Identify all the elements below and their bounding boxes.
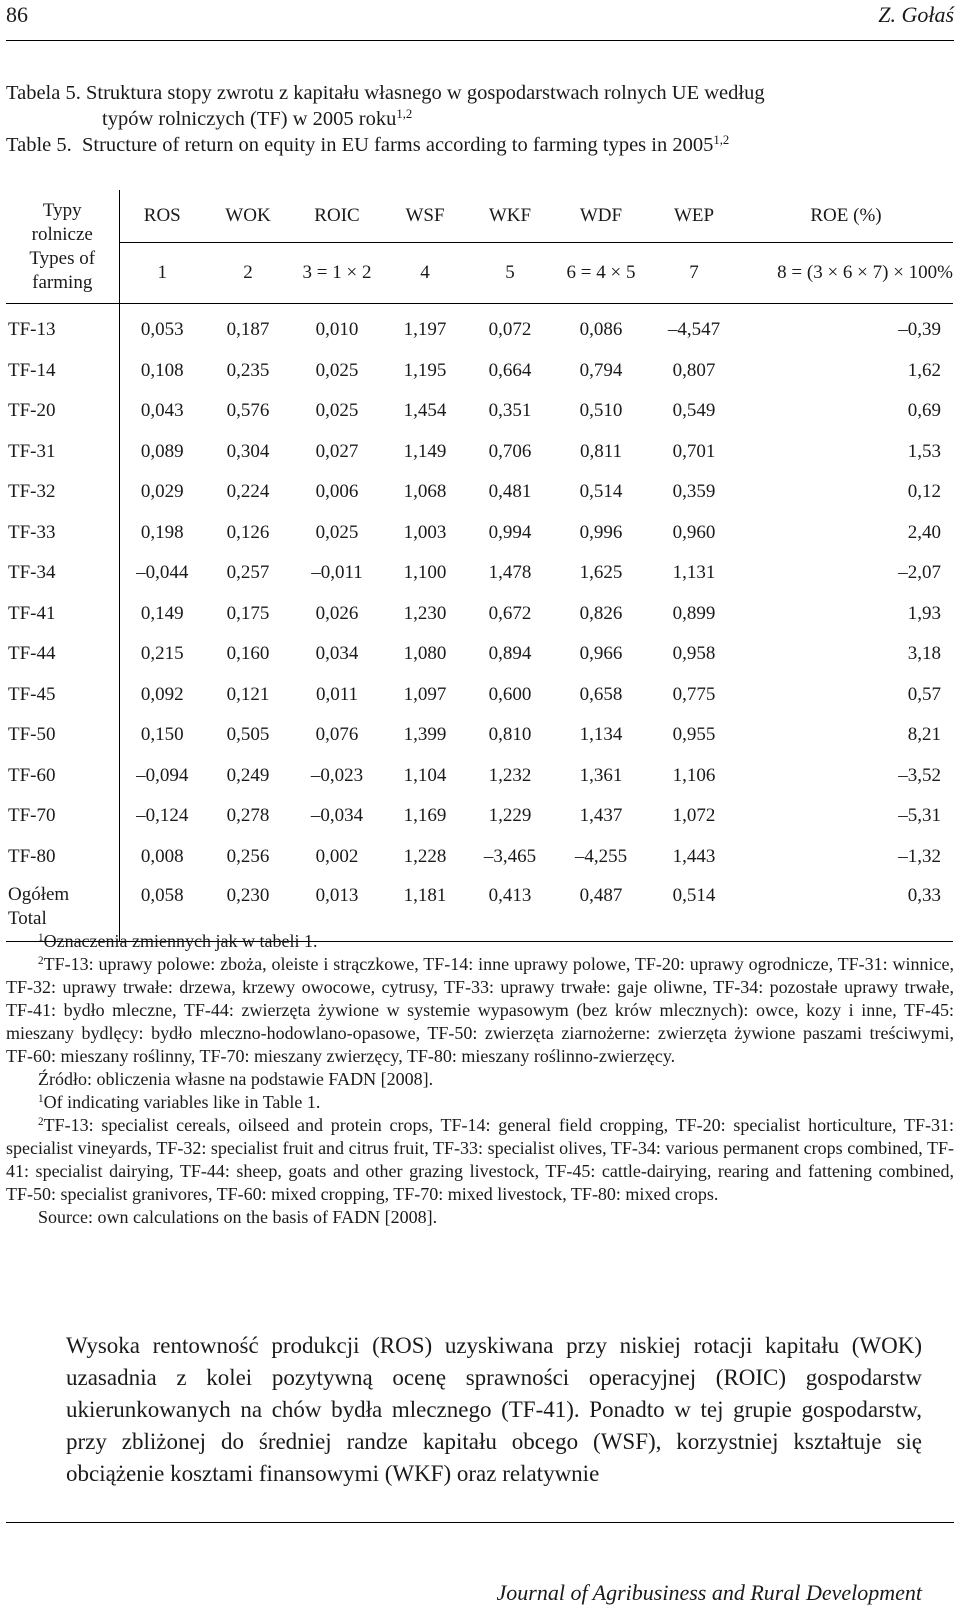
value-cell: 1,625 bbox=[579, 562, 623, 584]
value-cell: 1,195 bbox=[403, 359, 447, 381]
value-cell: 0,126 bbox=[226, 521, 270, 543]
footnote-2-pl: $^2$TF-13: uprawy polowe: zboża, oleiste i strączkowe, TF-14: inne uprawy polowe, TF-20: uprawy ogrodnicze, TF-31: winnice, TF-32: uprawy trwałe: drzewa, krzewy owocowe, cytrusy, TF-33: uprawy trwałe: gaje oliwne, TF-34: pozostałe uprawy trwałe, TF-41: bydło mleczne, TF-44: zwierzęta żywione w systemie wypasowym (bez krów mlecznych): owce, kozy i inne, TF-45: mieszany bydlęcy: bydło mleczno-hodowlano-opasowe, TF-50: zwierzęta ziarnożerne: zwierzęta żywione paszami treściwymi, TF-60: mieszany roślinny, TF-70: mieszany zwierzęcy, TF-80: mieszany roślinno-zwierzęcy. bbox=[6, 954, 954, 1066]
value-cell: 0,256 bbox=[226, 845, 270, 867]
value-cell: 0,121 bbox=[226, 683, 270, 705]
value-cell: 0,958 bbox=[672, 643, 716, 665]
col-header-wkf: WKF bbox=[467, 190, 553, 243]
value-cell: 0,359 bbox=[672, 481, 716, 503]
farming-type-cell: TF-41 bbox=[6, 594, 119, 635]
table-row bbox=[6, 837, 953, 878]
value-cell: 1,437 bbox=[579, 805, 623, 827]
table-row bbox=[6, 304, 953, 351]
farming-type-cell: TF-20 bbox=[6, 391, 119, 432]
value-cell: 0,026 bbox=[315, 602, 359, 624]
value-cell: 1,399 bbox=[403, 724, 447, 746]
caption-footnote-ref-pl: 1,2 bbox=[396, 107, 413, 122]
value-cell: 1,068 bbox=[403, 481, 447, 503]
value-cell: 1,93 bbox=[907, 602, 941, 624]
table-row bbox=[6, 391, 953, 432]
value-cell: 1,62 bbox=[907, 359, 941, 381]
total-value-cell: 0,487 bbox=[553, 877, 649, 942]
value-cell: 0,807 bbox=[672, 359, 716, 381]
table-caption-en bbox=[6, 132, 954, 158]
table-row bbox=[6, 351, 953, 392]
value-cell: 0,034 bbox=[315, 643, 359, 665]
col-header-wep: WEP bbox=[649, 190, 739, 243]
caption-footnote-ref-en: 1,2 bbox=[713, 133, 730, 148]
table-row bbox=[6, 594, 953, 635]
value-cell: 0,006 bbox=[315, 481, 359, 503]
formula-3: 3 = 1 × 2 bbox=[291, 243, 383, 304]
table-row bbox=[6, 634, 953, 675]
farming-type-cell: TF-34 bbox=[6, 553, 119, 594]
table-caption-pl bbox=[6, 80, 954, 132]
col-header-roic: ROIC bbox=[291, 190, 383, 243]
source-en: Source: own calculations on the basis of FADN [2008]. bbox=[38, 1207, 438, 1227]
value-cell: 2,40 bbox=[907, 521, 941, 543]
page-number: 86 bbox=[6, 2, 28, 27]
formula-7: 7 bbox=[649, 243, 739, 304]
value-cell: 0,160 bbox=[226, 643, 270, 665]
value-cell: –0,124 bbox=[136, 805, 189, 827]
value-cell: 0,025 bbox=[315, 521, 359, 543]
value-cell: 0,826 bbox=[579, 602, 623, 624]
roe-structure-table bbox=[6, 190, 953, 942]
value-cell: 1,232 bbox=[488, 764, 532, 786]
value-cell: 1,454 bbox=[403, 400, 447, 422]
col-header-roe: ROE (%) bbox=[739, 190, 953, 243]
farming-type-cell: TF-33 bbox=[6, 513, 119, 554]
value-cell: 0,57 bbox=[907, 683, 941, 705]
value-cell: 0,794 bbox=[579, 359, 623, 381]
formula-2: 2 bbox=[205, 243, 291, 304]
value-cell: 0,549 bbox=[672, 400, 716, 422]
farming-type-cell: TF-45 bbox=[6, 675, 119, 716]
value-cell: 1,097 bbox=[403, 683, 447, 705]
value-cell: 1,134 bbox=[579, 724, 623, 746]
value-cell: 0,658 bbox=[579, 683, 623, 705]
value-cell: 0,076 bbox=[315, 724, 359, 746]
value-cell: 0,027 bbox=[315, 440, 359, 462]
value-cell: 0,994 bbox=[488, 521, 532, 543]
value-cell: 0,149 bbox=[140, 602, 184, 624]
value-cell: 0,505 bbox=[226, 724, 270, 746]
value-cell: –0,023 bbox=[310, 764, 364, 786]
value-cell: 0,187 bbox=[226, 319, 270, 341]
value-cell: 0,899 bbox=[672, 602, 716, 624]
value-cell: 1,229 bbox=[488, 805, 532, 827]
table-row bbox=[6, 715, 953, 756]
value-cell: 0,811 bbox=[579, 440, 623, 462]
value-cell: –5,31 bbox=[898, 805, 941, 827]
footer-rule bbox=[6, 1522, 954, 1523]
value-cell: 0,008 bbox=[140, 845, 184, 867]
footnote-2-en: $^2$TF-13: specialist cereals, oilseed and protein crops, TF-14: general field cropping, TF-20: specialist horticulture, TF-31: specialist vineyards, TF-32: specialist fruit and citrus fruit, TF-33: specialist olives, TF-34: various permanent crops combined, TF-41: specialist dairying, TF-44: sheep, goats and other grazing livestock, TF-45: cattle-dairying, rearing and fattening combined, TF-50: specialist granivores, TF-60: mixed cropping, TF-70: mixed livestock, TF-80: mixed crops. bbox=[6, 1115, 954, 1204]
value-cell: 1,080 bbox=[403, 643, 447, 665]
farming-type-cell: TF-31 bbox=[6, 432, 119, 473]
total-value-cell: 0,33 bbox=[739, 877, 953, 942]
value-cell: 0,215 bbox=[140, 643, 184, 665]
farming-type-cell: TF-70 bbox=[6, 796, 119, 837]
value-cell: 1,478 bbox=[488, 562, 532, 584]
table-row bbox=[6, 472, 953, 513]
value-cell: 0,481 bbox=[488, 481, 532, 503]
footnote-1-en: $^1$Of indicating variables like in Table 1. bbox=[38, 1092, 321, 1112]
table-row bbox=[6, 513, 953, 554]
value-cell: 1,100 bbox=[403, 562, 447, 584]
caption-line2-pl: typów rolniczych (TF) w 2005 roku bbox=[102, 108, 397, 130]
formula-8: 8 = (3 × 6 × 7) × 100% bbox=[739, 243, 953, 304]
value-cell: –1,32 bbox=[898, 845, 941, 867]
value-cell: 0,029 bbox=[140, 481, 184, 503]
farming-type-cell: TF-80 bbox=[6, 837, 119, 878]
value-cell: 0,894 bbox=[488, 643, 532, 665]
value-cell: 0,086 bbox=[579, 319, 623, 341]
farming-type-cell: TF-14 bbox=[6, 351, 119, 392]
value-cell: 1,443 bbox=[672, 845, 716, 867]
value-cell: 0,664 bbox=[488, 359, 532, 381]
value-cell: 0,278 bbox=[226, 805, 270, 827]
value-cell: 1,228 bbox=[403, 845, 447, 867]
farming-type-cell: TF-50 bbox=[6, 715, 119, 756]
value-cell: 0,235 bbox=[226, 359, 270, 381]
table-row bbox=[6, 553, 953, 594]
col-header-wsf: WSF bbox=[383, 190, 467, 243]
value-cell: –4,255 bbox=[574, 845, 628, 867]
value-cell: 0,002 bbox=[315, 845, 359, 867]
value-cell: 0,12 bbox=[907, 481, 941, 503]
journal-footer: Journal of Agribusiness and Rural Development bbox=[496, 1580, 922, 1605]
farming-type-cell: TF-13 bbox=[6, 304, 119, 351]
value-cell: 0,043 bbox=[140, 400, 184, 422]
value-cell: 8,21 bbox=[907, 724, 941, 746]
value-cell: 1,53 bbox=[907, 440, 941, 462]
table-footnotes bbox=[6, 930, 954, 1229]
value-cell: 0,072 bbox=[488, 319, 532, 341]
farming-type-cell: TF-60 bbox=[6, 756, 119, 797]
value-cell: 0,025 bbox=[315, 400, 359, 422]
value-cell: –0,011 bbox=[311, 562, 363, 584]
table-row bbox=[6, 432, 953, 473]
total-value-cell: 0,413 bbox=[467, 877, 553, 942]
value-cell: 0,810 bbox=[488, 724, 532, 746]
running-author: Z. Gołaś bbox=[878, 2, 954, 27]
value-cell: 0,025 bbox=[315, 359, 359, 381]
value-cell: 0,011 bbox=[315, 683, 359, 705]
total-value-cell: 0,514 bbox=[649, 877, 739, 942]
total-value-cell: 0,058 bbox=[119, 877, 205, 942]
caption-text-en: Structure of return on equity in EU farms according to farming types in 2005 bbox=[81, 134, 714, 156]
value-cell: –3,52 bbox=[898, 764, 941, 786]
footnote-1-pl: $^1$Oznaczenia zmiennych jak w tabeli 1. bbox=[38, 931, 318, 951]
value-cell: 0,955 bbox=[672, 724, 716, 746]
value-cell: –4,547 bbox=[667, 319, 721, 341]
formula-6: 6 = 4 × 5 bbox=[553, 243, 649, 304]
col-header-wok: WOK bbox=[205, 190, 291, 243]
value-cell: 0,966 bbox=[579, 643, 623, 665]
value-cell: 0,996 bbox=[579, 521, 623, 543]
value-cell: 0,224 bbox=[226, 481, 270, 503]
total-value-cell: 0,013 bbox=[291, 877, 383, 942]
value-cell: 1,131 bbox=[672, 562, 716, 584]
value-cell: 0,514 bbox=[579, 481, 623, 503]
value-cell: –0,044 bbox=[136, 562, 189, 584]
value-cell: 0,089 bbox=[140, 440, 184, 462]
value-cell: 1,072 bbox=[672, 805, 716, 827]
value-cell: 0,960 bbox=[672, 521, 716, 543]
value-cell: 0,198 bbox=[140, 521, 184, 543]
table-row bbox=[6, 756, 953, 797]
value-cell: –3,465 bbox=[483, 845, 537, 867]
caption-prefix-en: Table 5. bbox=[6, 134, 72, 156]
page-header bbox=[6, 0, 954, 41]
value-cell: 1,003 bbox=[403, 521, 447, 543]
value-cell: 1,149 bbox=[403, 440, 447, 462]
total-value-cell: 0,230 bbox=[205, 877, 291, 942]
value-cell: 0,672 bbox=[488, 602, 532, 624]
source-pl: Źródło: obliczenia własne na podstawie FADN [2008]. bbox=[38, 1069, 434, 1089]
value-cell: 0,351 bbox=[488, 400, 532, 422]
value-cell: 0,576 bbox=[226, 400, 270, 422]
value-cell: 0,010 bbox=[315, 319, 359, 341]
caption-line1-pl: Struktura stopy zwrotu z kapitału własnego w gospodarstwach rolnych UE według bbox=[85, 82, 765, 104]
col-header-wdf: WDF bbox=[553, 190, 649, 243]
total-value-cell: 1,181 bbox=[383, 877, 467, 942]
value-cell: 0,706 bbox=[488, 440, 532, 462]
value-cell: 0,257 bbox=[226, 562, 270, 584]
formula-1: 1 bbox=[119, 243, 205, 304]
value-cell: 1,104 bbox=[403, 764, 447, 786]
value-cell: 1,197 bbox=[403, 319, 447, 341]
value-cell: 1,230 bbox=[403, 602, 447, 624]
value-cell: 0,053 bbox=[140, 319, 184, 341]
value-cell: –2,07 bbox=[898, 562, 941, 584]
table-row bbox=[6, 675, 953, 716]
value-cell: 1,169 bbox=[403, 805, 447, 827]
value-cell: 0,175 bbox=[226, 602, 270, 624]
value-cell: 0,304 bbox=[226, 440, 270, 462]
farming-type-cell: TF-32 bbox=[6, 472, 119, 513]
formula-4: 4 bbox=[383, 243, 467, 304]
value-cell: 0,150 bbox=[140, 724, 184, 746]
value-cell: 0,092 bbox=[140, 683, 184, 705]
table-row bbox=[6, 796, 953, 837]
value-cell: 0,69 bbox=[907, 400, 941, 422]
value-cell: 1,106 bbox=[672, 764, 716, 786]
farming-types-header: Typy rolnicze Types of farming bbox=[6, 190, 119, 304]
value-cell: 1,361 bbox=[579, 764, 623, 786]
value-cell: 0,600 bbox=[488, 683, 532, 705]
value-cell: 0,701 bbox=[672, 440, 716, 462]
value-cell: 0,108 bbox=[140, 359, 184, 381]
value-cell: –0,39 bbox=[898, 319, 941, 341]
formula-5: 5 bbox=[467, 243, 553, 304]
value-cell: 0,775 bbox=[672, 683, 716, 705]
value-cell: –0,094 bbox=[136, 764, 189, 786]
value-cell: –0,034 bbox=[310, 805, 364, 827]
value-cell: 0,249 bbox=[226, 764, 270, 786]
value-cell: 3,18 bbox=[907, 643, 941, 665]
farming-type-cell: TF-44 bbox=[6, 634, 119, 675]
caption-prefix-pl: Tabela 5. bbox=[6, 82, 81, 104]
total-label-cell: Ogółem Total bbox=[6, 877, 119, 942]
col-header-ros: ROS bbox=[119, 190, 205, 243]
value-cell: 0,510 bbox=[579, 400, 623, 422]
body-paragraph: Wysoka rentowność produkcji (ROS) uzyskiwana przy niskiej rotacji kapitału (WOK) uzasadnia z kolei pozytywną ocenę sprawności operacyjnej (ROIC) gospodarstw ukierunkowanych na chów bydła mlecznego (TF-41). Ponadto w tej grupie gospodarstw, przy zbliżonej do średniej randze kapitału obcego (WSF), korzystniej kształtuje się obciążenie kosztami finansowymi (WKF) oraz relatywnie bbox=[66, 1333, 922, 1486]
